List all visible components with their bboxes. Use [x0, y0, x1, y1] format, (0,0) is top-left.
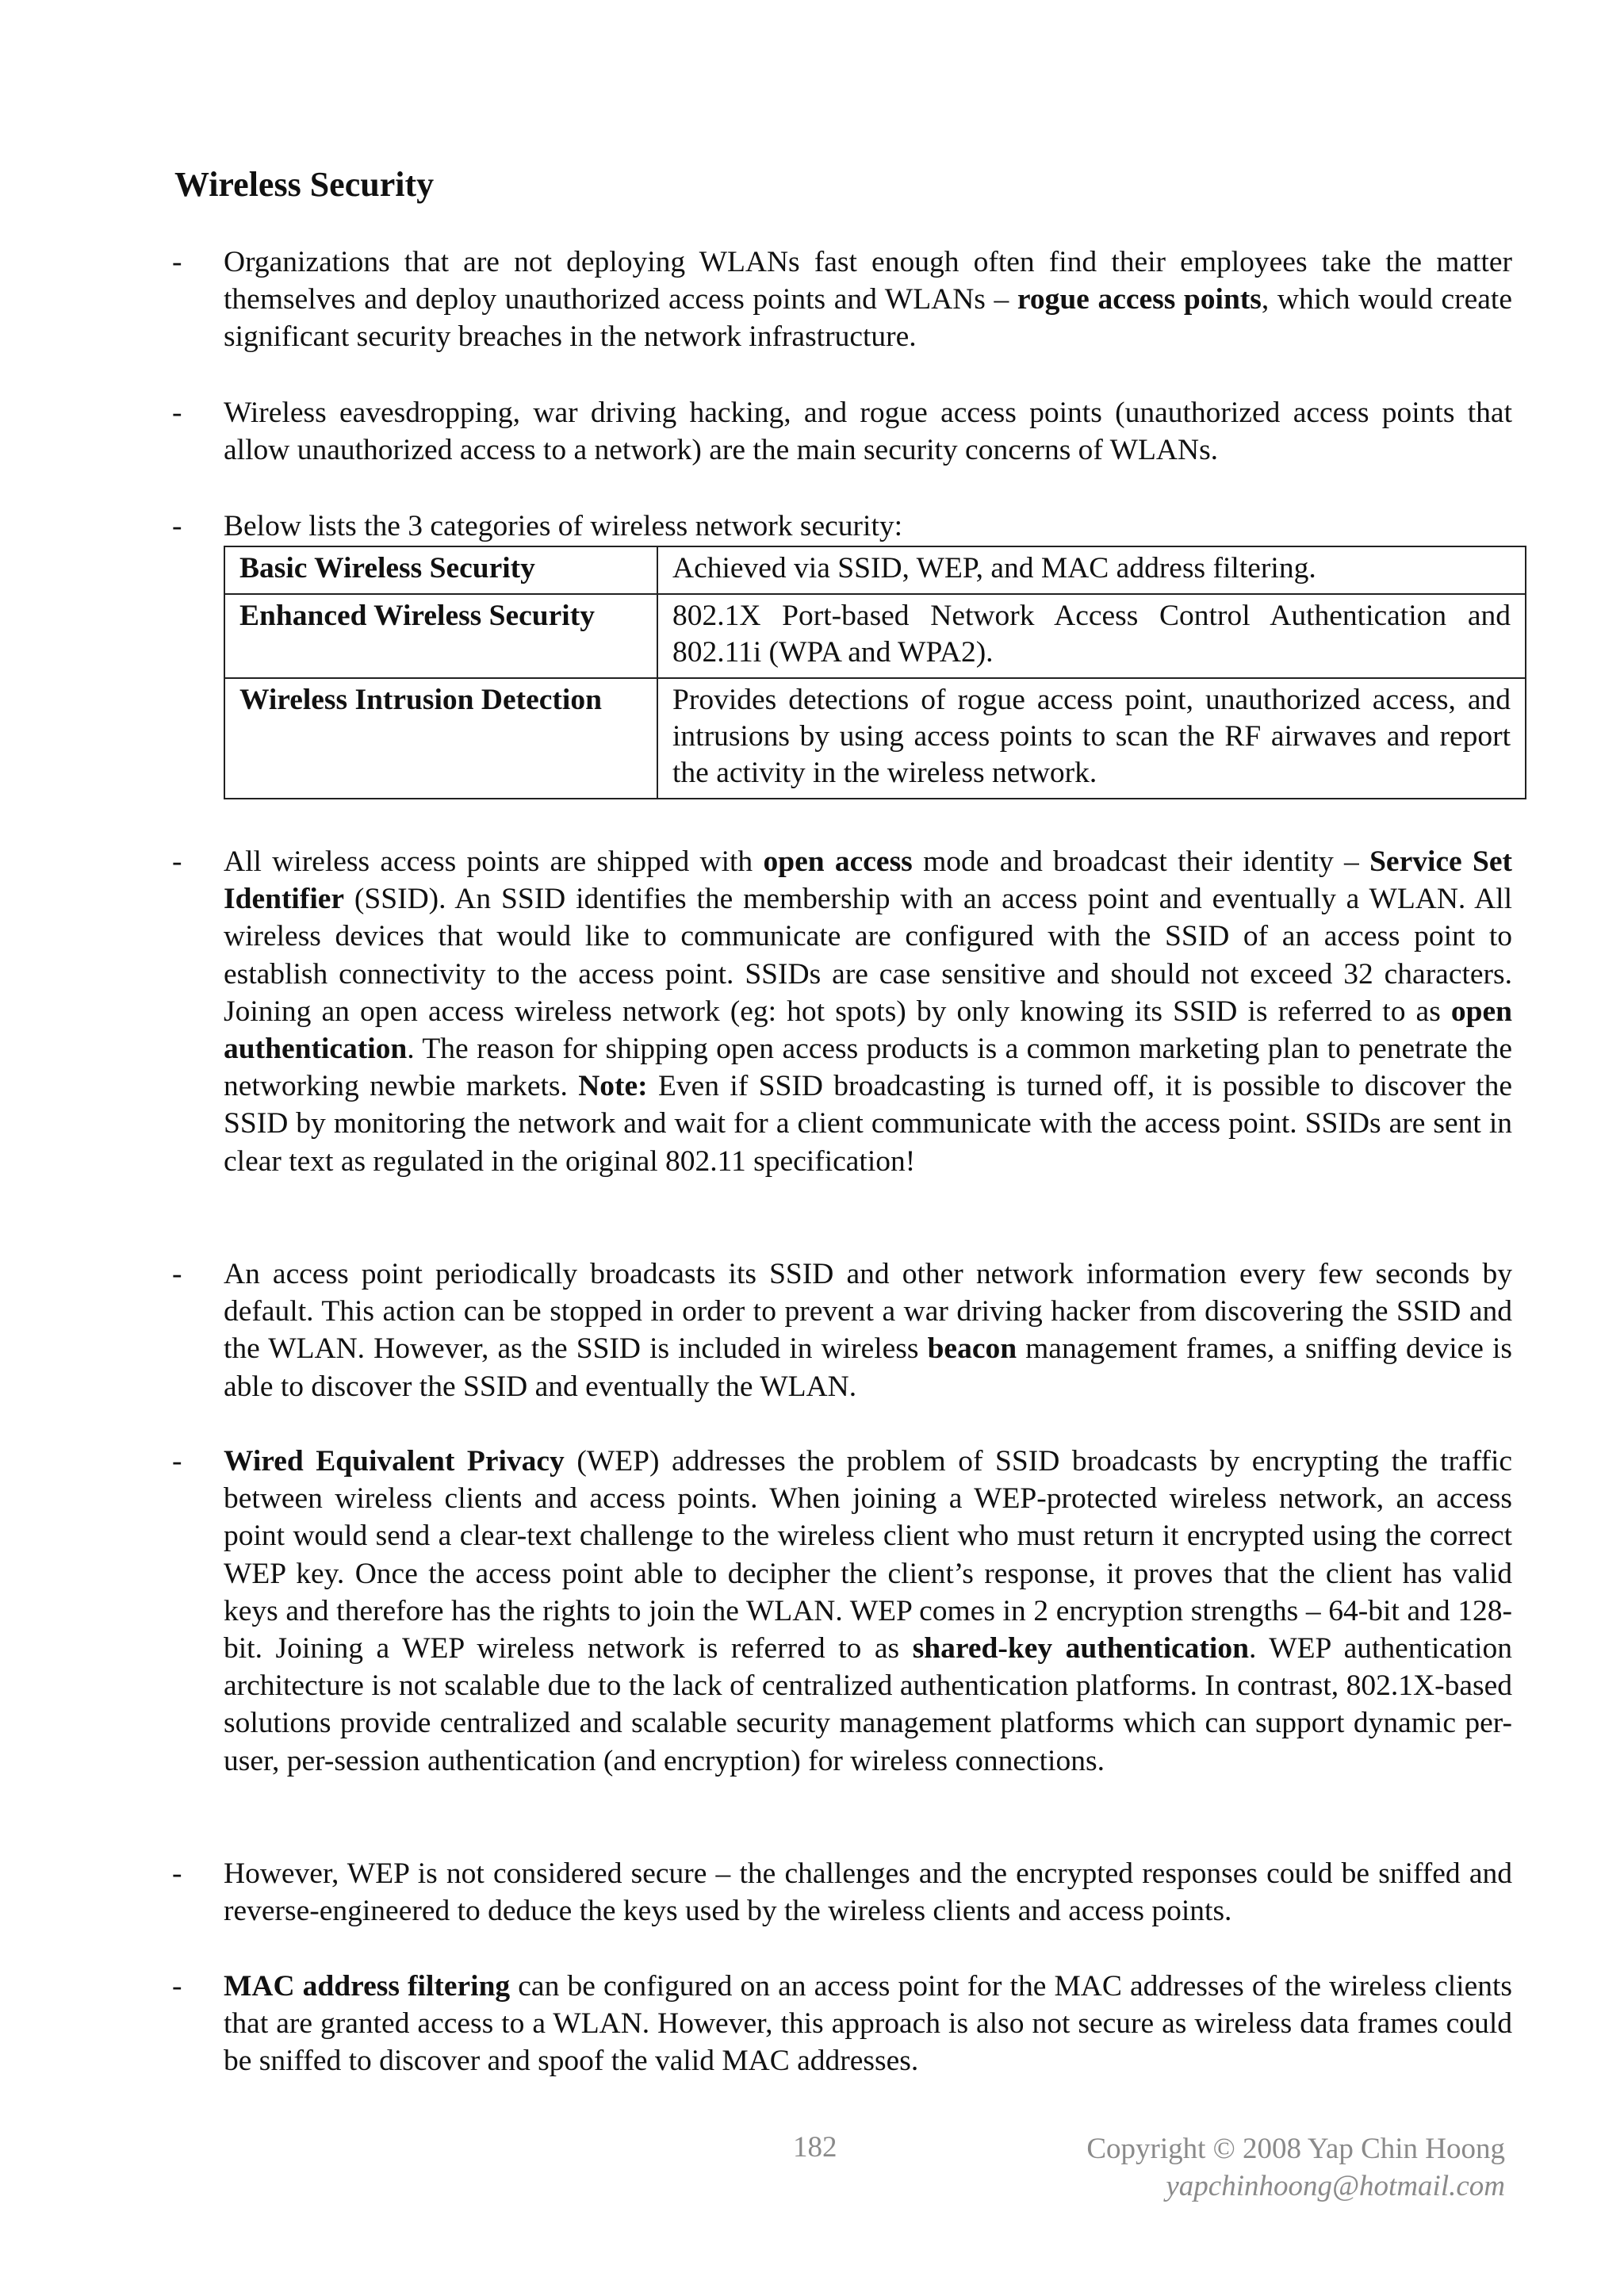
table-cell-category: Wireless Intrusion Detection: [224, 678, 657, 799]
page-title: Wireless Security: [174, 165, 435, 204]
text-run: Below lists the 3 categories of wireless network security:: [224, 510, 903, 542]
bold-term: MAC address filtering: [224, 1970, 511, 2003]
table-cell-description: Achieved via SSID, WEP, and MAC address filtering.: [657, 546, 1526, 594]
bullet-text: [224, 508, 1512, 545]
table-row: [224, 546, 1526, 594]
table-cell-category: Enhanced Wireless Security: [224, 594, 657, 678]
bold-term: rogue access points: [1017, 283, 1262, 316]
text-run: Organizations that are not deploying WLANs fast enough often find their employees take the matter themselves and deploy unauthorized access points and WLANs –: [224, 246, 1512, 316]
text-run: Wireless eavesdropping, war driving hacking, and rogue access points (unauthorized access points that allow unauthorized access to a network) are the main security concerns of WLANs.: [224, 397, 1512, 467]
bullet-text: [224, 1255, 1512, 1405]
bullet-dash: -: [172, 510, 182, 542]
bullet-ssid-broadcast: [172, 1255, 1512, 1405]
bullet-wep: [172, 1443, 1512, 1780]
bullet-categories-intro: [172, 508, 1512, 545]
bold-term: Wired Equivalent Privacy: [224, 1445, 565, 1478]
bold-term: Note:: [578, 1070, 648, 1103]
bold-term: open authentication: [224, 995, 1512, 1066]
author-email: yapchinhoong@hotmail.com: [1166, 2170, 1505, 2202]
text-run: management frames, a sniffing device is able to discover the SSID and eventually the WLAN.: [224, 1332, 1512, 1403]
text-run: Even if SSID broadcasting is turned off, it is possible to discover the SSID by monitoring the network and wait for a client communicate with the access point. SSIDs are sent in clear text as regulated in the original 802.11 specification!: [224, 1070, 1512, 1178]
bullet-dash: -: [172, 845, 182, 878]
text-run: (SSID). An SSID identifies the membership with an access point and eventually a WLAN. All wireless devices that would like to communicate are configured with the SSID of an access point to establish connectivity to the access point. SSIDs are case sensitive and should not exceed 32 characters. Joining an open access wireless network (eg: hot spots) by only knowing its SSID is referred to as: [224, 883, 1512, 1028]
page-number: 182: [793, 2131, 837, 2164]
text-run: An access point periodically broadcasts its SSID and other network information every few seconds by default. This action can be stopped in order to prevent a war driving hacker from discovering the SSID and the WLAN. However, as the SSID is included in wireless: [224, 1258, 1512, 1366]
bold-term: Service Set Identifier: [224, 845, 1512, 916]
security-categories-table: [224, 546, 1526, 799]
copyright-text: Copyright © 2008 Yap Chin Hoong: [1086, 2133, 1505, 2165]
bullet-text: [224, 1855, 1512, 1930]
bullet-dash: -: [172, 397, 182, 429]
text-run: However, WEP is not considered secure – the challenges and the encrypted responses could be sniffed and reverse-engineered to deduce the keys used by the wireless clients and access points.: [224, 1857, 1512, 1928]
footer-copyright: [1086, 2130, 1505, 2205]
bullet-dash: -: [172, 246, 182, 278]
bullet-dash: -: [172, 1857, 182, 1890]
text-run: mode and broadcast their identity –: [912, 845, 1370, 878]
table-cell-category: Basic Wireless Security: [224, 546, 657, 594]
table-row: [224, 594, 1526, 678]
text-run: . WEP authentication architecture is not scalable due to the lack of centralized authentication platforms. In contrast, 802.1X-based solutions provide centralized and scalable security management platforms which can support dynamic per-user, per-session authentication (and encryption) for wireless connections.: [224, 1632, 1512, 1777]
bold-term: beacon: [927, 1332, 1017, 1366]
bullet-text: [224, 1443, 1512, 1780]
bullet-text: [224, 243, 1512, 356]
bullet-rogue-access-points: [172, 243, 1512, 356]
text-run: can be configured on an access point for the MAC addresses of the wireless clients that are granted access to a WLAN. However, this approach is also not secure as wireless data frames could be sniffed to discover and spoof the valid MAC addresses.: [224, 1970, 1512, 2078]
bullet-text: [224, 1968, 1512, 2080]
bold-term: open access: [763, 845, 913, 878]
text-run: . The reason for shipping open access products is a common marketing plan to penetrate the networking newbie markets.: [224, 1033, 1512, 1103]
bullet-security-concerns: [172, 394, 1512, 469]
table-cell-description: 802.1X Port-based Network Access Control Authentication and 802.11i (WPA and WPA2).: [657, 594, 1526, 678]
bullet-mac-filtering: [172, 1968, 1512, 2080]
table-row: [224, 678, 1526, 799]
bullet-wep-not-secure: [172, 1855, 1512, 1930]
text-run: (WEP) addresses the problem of SSID broadcasts by encrypting the traffic between wireless clients and access points. When joining a WEP-protected wireless network, an access point would send a clear-text challenge to the wireless client who must return it encrypted using the correct WEP key. Once the access point able to decipher the client’s response, it proves that the client has valid keys and therefore has the rights to join the WLAN. WEP comes in 2 encryption strengths – 64-bit and 128-bit. Joining a WEP wireless network is referred to as: [224, 1445, 1513, 1665]
bullet-dash: -: [172, 1258, 182, 1290]
text-run: All wireless access points are shipped with: [224, 845, 764, 878]
table-cell-description: Provides detections of rogue access point, unauthorized access, and intrusions by using access points to scan the RF airwaves and report the activity in the wireless network.: [657, 678, 1526, 799]
bullet-open-access-ssid: [172, 843, 1512, 1180]
bullet-text: [224, 843, 1512, 1180]
bullet-dash: -: [172, 1445, 182, 1478]
bold-term: shared-key authentication: [912, 1632, 1249, 1665]
bullet-dash: -: [172, 1970, 182, 2003]
text-run: , which would create significant security breaches in the network infrastructure.: [224, 283, 1512, 354]
bullet-text: [224, 394, 1512, 469]
